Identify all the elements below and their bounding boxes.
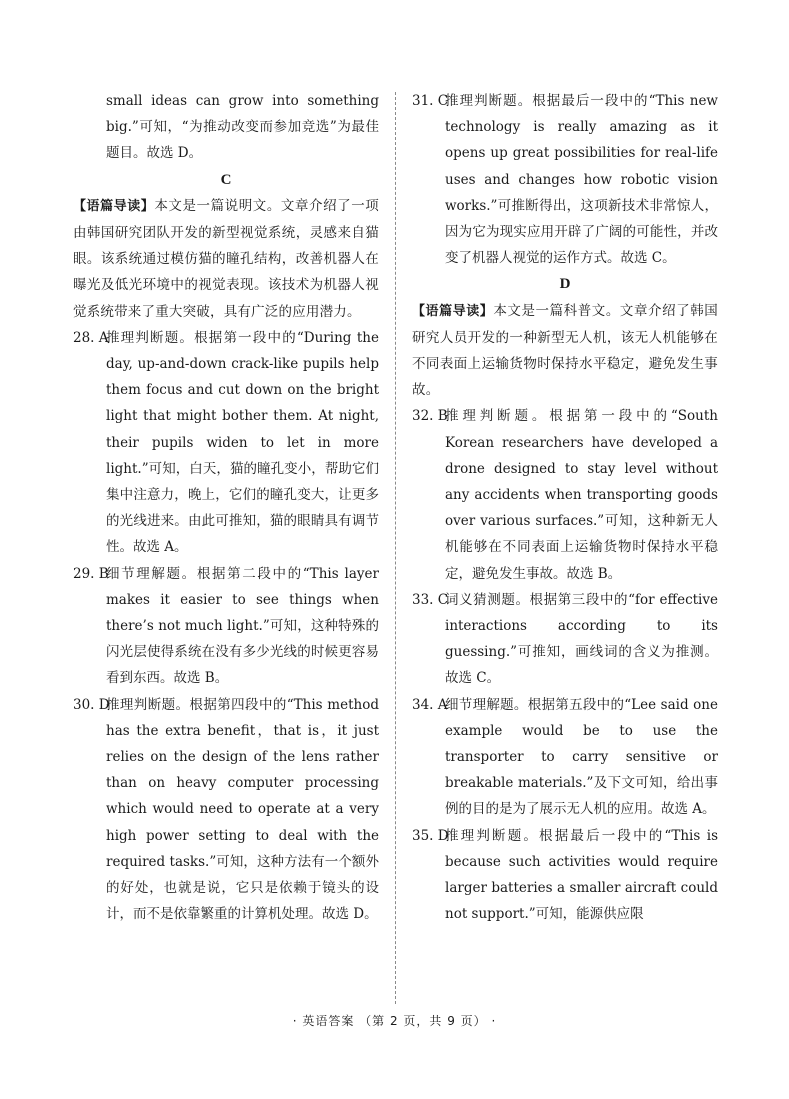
answer-item (412, 88, 718, 271)
previous-answer-continuation: small ideas can grow into something big.”可知，“为推动改变而参加竞选”为最佳题目。故选 D。 (106, 93, 379, 162)
answer-item (73, 561, 379, 692)
answer-explanation: 推理判断题。根据第一段中的“South Korean researchers have developed a drone designed to stay level without any accidents when transporting goods over various surfaces.”可知，这种新无人机能够在不同表面上运输货物时保持水平稳定，避免发生事故。故选 B。 (445, 408, 718, 582)
answer-explanation: 推理判断题。根据最后一段中的“This new technology is really amazing as it opens up great possibilities for real-life uses and changes how robotic vision works.”可推断得出，这项新技术非常惊人，因为它为现实应用开辟了广阔的可能性，并改变了机器人视觉的运作方式。故选 C。 (445, 93, 718, 267)
left-column (73, 88, 379, 928)
answer-explanation: 推理判断题。根据第四段中的“This method has the extra benefit，that is，it just relies on the design of the lens rather than on heavy computer processing which would need to operate at a very high power setting to deal with the required tasks.”可知，这种方法有一个额外的好处，也就是说，它只是依赖于镜头的设计，而不是依靠繁重的计算机处理。故选 D。 (106, 696, 379, 923)
answer-explanation: 推理判断题。根据最后一段中的“This is because such activities would require larger batteries a smaller aircraft could not support.”可知，能源供应限 (445, 827, 718, 923)
answer-number: 34. A (412, 696, 448, 713)
answer-explanation: 细节理解题。根据第五段中的“Lee said one example would be to use the transporter to carry sensitive or breakable materials.”及下文可知，给出事例的目的是为了展示无人机的应用。故选 A。 (445, 696, 718, 818)
section-c-guide (73, 193, 379, 325)
answer-item (412, 692, 718, 823)
section-c-heading: C (220, 171, 232, 188)
answer-number: 30. D (73, 696, 110, 713)
answer-item (412, 587, 718, 692)
answer-explanation: 推理判断题。根据第一段中的“During the day, up-and-down crack-like pupils help them focus and cut down on the bright light that might bother them. At night, their pupils widen to let in more light.”可知，白天，猫的瞳孔变小，帮助它们集中注意力，晚上，它们的瞳孔变大，让更多的光线进来。由此可推知，猫的眼睛具有调节性。故选 A。 (106, 329, 379, 556)
guide-label: 【语篇导读】 (73, 198, 155, 214)
answer-number: 31. C (412, 93, 449, 109)
page-footer: · 英语答案 （第 2 页，共 9 页） · (292, 1014, 497, 1028)
answer-explanation: 细节理解题。根据第二段中的“This layer makes it easier to see things when there’s not much light.”可知，这种特殊的闪光层使得系统在没有多少光线的时候更容易看到东西。故选 B。 (106, 565, 379, 687)
answer-number: 28. A (73, 329, 109, 346)
section-d-guide (412, 298, 718, 404)
answer-number: 35. D (412, 827, 449, 844)
answer-explanation: 词义猜测题。根据第三段中的“for effective interactions according to its guessing.”可推知，画线词的含义为推测。故选 C。 (445, 591, 718, 687)
guide-text: 本文是一篇说明文。文章介绍了一项由韩国研究团队开发的新型视觉系统，灵感来自猫眼。该系统通过模仿猫的瞳孔结构，改善机器人在曝光及低光环境中的视觉表现。该技术为机器人视觉系统带来了重大突破，具有广泛的应用潜力。 (73, 197, 379, 320)
right-column (412, 88, 718, 928)
answer-item (73, 692, 379, 928)
guide-label: 【语篇导读】 (412, 303, 494, 319)
answer-number: 29. B (73, 565, 109, 582)
answer-number: 32. B (412, 408, 448, 425)
answer-item (412, 823, 718, 928)
answer-number: 33. C (412, 591, 449, 608)
column-divider (395, 92, 396, 1004)
section-d-heading: D (559, 276, 571, 293)
answer-item (73, 325, 379, 561)
guide-text: 本文是一篇科普文。文章介绍了韩国研究人员开发的一种新型无人机，该无人机能够在不同表面上运输货物时保持水平稳定，避免发生事故。 (412, 302, 718, 399)
answer-item (412, 403, 718, 586)
